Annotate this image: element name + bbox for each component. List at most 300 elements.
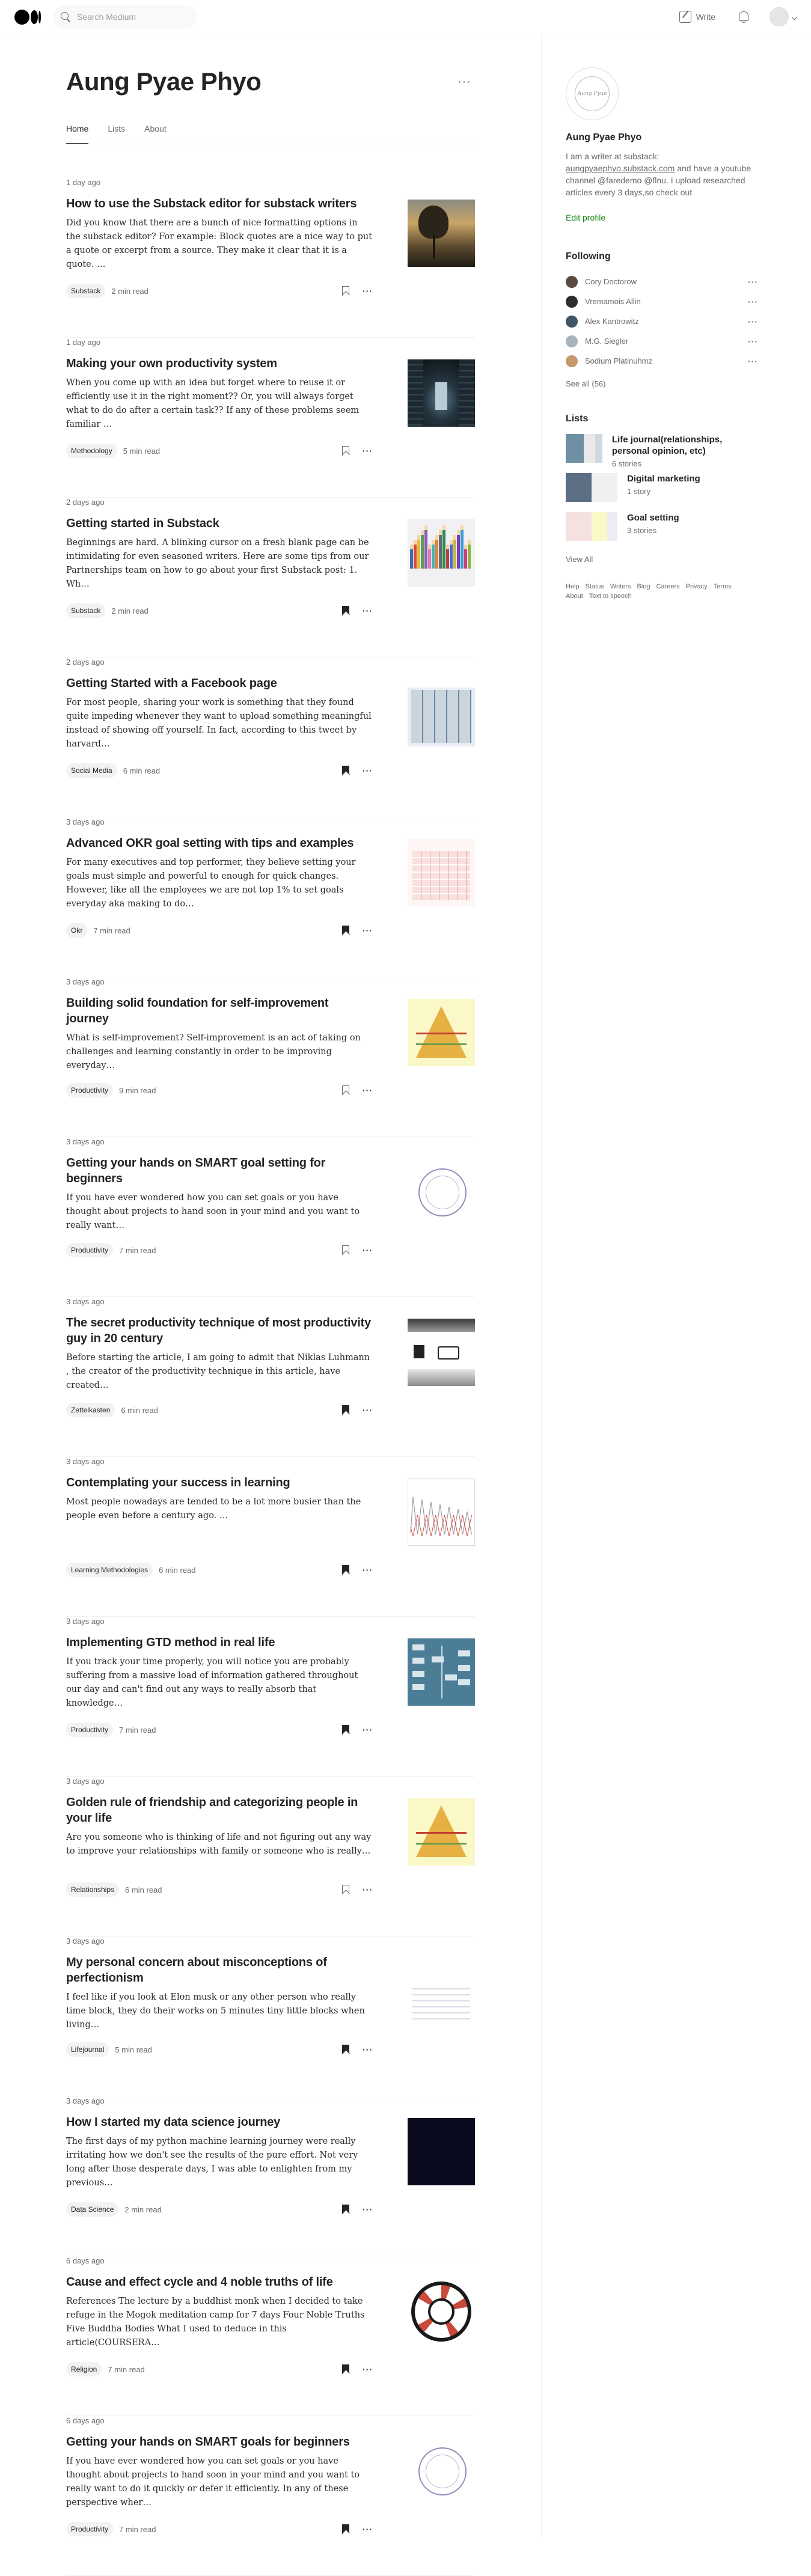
page-title: Aung Pyae Phyo <box>66 67 262 96</box>
article-text[interactable] <box>66 835 373 909</box>
search-input[interactable] <box>77 12 185 22</box>
bookmark-icon[interactable] <box>342 286 349 296</box>
article-title[interactable]: Building solid foundation for self-improvement journey <box>66 997 329 1025</box>
more-icon[interactable]: ··· <box>363 2524 373 2534</box>
article-text[interactable] <box>66 2114 373 2188</box>
article-snippet[interactable]: For many executives and top performer, they believe setting your goals must simple and powerful to enough for quick changes. However, like all the employees we are not top 1% to set goals everyday aka making to do… <box>66 858 356 909</box>
article-inner <box>66 658 475 784</box>
article-text[interactable] <box>66 356 373 427</box>
thumb-detail <box>426 2455 459 2488</box>
list-thumb-part <box>592 473 607 502</box>
chevron-down-icon[interactable] <box>792 14 798 20</box>
footer-link-terms[interactable]: Terms <box>713 583 732 590</box>
bookmark-icon[interactable] <box>342 2364 349 2374</box>
list-thumb-part <box>566 512 592 541</box>
article-snippet[interactable]: Did you know that there are a bunch of nice formatting options in the substack editor? For example: Block quotes are a nice way to put a quote or excerpt from a source. They make it clear that it is a quote. … <box>66 218 373 269</box>
article-title[interactable]: Getting your hands on SMART goal setting for beginners <box>66 1156 326 1185</box>
article-body <box>66 1155 475 1233</box>
bookmark-icon[interactable] <box>342 2045 349 2054</box>
footer-link-careers[interactable]: Careers <box>656 583 680 590</box>
view-all-lists-link[interactable]: View All <box>566 555 593 564</box>
article-footer <box>66 2202 373 2217</box>
bio-text-rest: and have a youtube channel @faredemo @flnu. I upload researched articles every 3 days,so check out <box>566 163 751 197</box>
article-snippet[interactable]: I feel like if you look at Elon musk or any other person who really time block, they do their works on 5 minutes tiny little blocks when living… <box>66 1992 365 2030</box>
write-button[interactable] <box>679 11 715 23</box>
more-icon[interactable]: ··· <box>363 1245 373 1255</box>
following-list <box>566 272 758 371</box>
following-item[interactable] <box>566 272 758 291</box>
bookmark-icon[interactable] <box>342 1725 349 1735</box>
article-actions <box>342 1725 373 1735</box>
footer-links <box>566 582 746 601</box>
article-actions <box>342 1245 373 1255</box>
list-thumb-part <box>595 434 602 463</box>
edit-profile-link[interactable]: Edit profile <box>566 213 606 222</box>
list-item[interactable] <box>566 434 758 473</box>
article-text[interactable] <box>66 995 373 1073</box>
more-icon[interactable]: ··· <box>748 296 758 307</box>
article-tag[interactable]: Relationships <box>66 1882 119 1897</box>
article-date: 3 days ago <box>66 1617 105 1626</box>
article-snippet[interactable]: If you track your time properly, you will notice you are probably suffering from a massive load of information gathered throughout our day and can't find out any ways to really absorb that knowledge… <box>66 1657 358 1708</box>
article-card <box>66 338 475 498</box>
wave-graph <box>408 1479 476 1546</box>
thumb-detail <box>421 530 424 569</box>
thumb-detail <box>416 1832 467 1834</box>
article-actions <box>342 2364 373 2374</box>
avatar-logo: Aung Pyae <box>575 76 610 111</box>
top-nav-bar <box>0 0 811 34</box>
list-info <box>627 473 700 496</box>
article-date: 1 day ago <box>66 338 101 347</box>
article-body <box>66 2114 475 2188</box>
list-name[interactable]: Life journal(relationships, personal opinion, etc) <box>611 435 723 456</box>
article-title[interactable]: My personal concern about misconceptions of perfectionism <box>66 1956 327 1985</box>
article-inner <box>66 1777 475 1903</box>
read-time: 5 min read <box>123 446 161 456</box>
article-footer <box>66 1083 373 1097</box>
read-time: 7 min read <box>119 2524 156 2534</box>
article-card <box>66 1937 475 2096</box>
bookmark-icon[interactable] <box>342 926 349 935</box>
article-tag[interactable]: Productivity <box>66 1083 113 1097</box>
article-snippet[interactable]: The first days of my python machine learning journey were really irritating how we don't see the results of the pure effort. Not very long after those desperate days, I was able to enlighten from my previous… <box>66 2137 358 2188</box>
thumb-detail <box>441 1646 442 1699</box>
read-time: 2 min read <box>111 286 148 296</box>
substack-link[interactable]: aungpyaephyo.substack.com <box>566 163 675 173</box>
article-tag[interactable]: Productivity <box>66 1723 113 1737</box>
article-inner <box>66 338 475 464</box>
article-inner <box>66 1937 475 2063</box>
thumb-detail <box>450 540 453 569</box>
bookmark-icon[interactable] <box>342 1085 349 1095</box>
article-tag[interactable]: Substack <box>66 603 105 618</box>
article-card <box>66 498 475 658</box>
list-thumb-part <box>566 434 584 463</box>
article-text[interactable] <box>66 1795 373 1872</box>
article-thumbnail[interactable] <box>408 2118 475 2185</box>
bell-icon[interactable] <box>737 10 749 23</box>
article-title[interactable]: Contemplating your success in learning <box>66 1476 290 1489</box>
thumb-detail <box>414 1345 424 1358</box>
article-thumbnail[interactable] <box>408 359 475 427</box>
list-thumbnail[interactable] <box>566 473 617 502</box>
write-label: Write <box>696 12 715 22</box>
profile-tabs <box>66 123 475 144</box>
bookmark-icon[interactable] <box>342 2205 349 2214</box>
article-footer <box>66 1882 373 1897</box>
more-icon[interactable]: ··· <box>363 1565 373 1575</box>
article-card <box>66 1777 475 1937</box>
footer-link-about[interactable]: About <box>566 593 583 600</box>
more-icon[interactable]: ··· <box>363 2045 373 2054</box>
article-snippet[interactable]: If you have ever wondered how you can set goals or you have thought about projects to hand soon in your mind and you want to really want to do it quickly or defer it efficiently. In any of these perspective wher… <box>66 2456 360 2507</box>
article-text[interactable] <box>66 2274 373 2348</box>
article-text[interactable] <box>66 676 373 749</box>
article-body <box>66 1795 475 1872</box>
tab-home[interactable]: Home <box>66 123 88 144</box>
article-footer <box>66 444 373 458</box>
article-inner <box>66 2096 475 2223</box>
more-icon[interactable]: ··· <box>363 446 373 456</box>
article-body <box>66 676 475 749</box>
article-text[interactable] <box>66 196 373 267</box>
article-body <box>66 516 475 587</box>
more-icon[interactable]: ··· <box>458 75 471 88</box>
thumb-detail <box>412 1671 424 1677</box>
article-footer <box>66 284 373 298</box>
article-title[interactable]: How to use the Substack editor for substack writers <box>66 197 357 210</box>
article-body <box>66 1475 475 1546</box>
thumb-detail <box>412 851 470 900</box>
article-title[interactable]: Cause and effect cycle and 4 noble truths of life <box>66 2275 333 2289</box>
article-body <box>66 1635 475 1706</box>
list-name[interactable]: Goal setting <box>627 513 679 523</box>
more-icon[interactable]: ··· <box>748 356 758 366</box>
article-body <box>66 356 475 427</box>
tab-about[interactable]: About <box>144 124 167 133</box>
more-icon[interactable]: ··· <box>748 316 758 326</box>
list-count: 1 story <box>627 487 651 496</box>
thumb-detail <box>433 234 435 258</box>
article-date: 3 days ago <box>66 817 105 826</box>
avatar[interactable] <box>566 335 578 347</box>
article-title[interactable]: The secret productivity technique of most productivity guy in 20 century <box>66 1316 372 1345</box>
more-icon[interactable]: ··· <box>363 2364 373 2374</box>
article-actions <box>342 2045 373 2054</box>
thumb-detail <box>459 359 475 427</box>
article-tag[interactable]: Social Media <box>66 763 117 778</box>
list-thumbnail[interactable] <box>566 512 617 541</box>
article-thumbnail[interactable] <box>408 519 475 587</box>
article-inner <box>66 498 475 624</box>
list-thumb-part <box>592 512 607 541</box>
main-content <box>66 34 475 2576</box>
article-tag[interactable]: Learning Methodologies <box>66 1563 153 1577</box>
footer-link-help[interactable]: Help <box>566 583 580 590</box>
article-card <box>66 2096 475 2256</box>
following-item[interactable] <box>566 351 758 371</box>
read-time: 7 min read <box>119 1725 156 1735</box>
article-body <box>66 196 475 267</box>
list-item[interactable] <box>566 473 758 512</box>
bookmark-icon[interactable] <box>342 2524 349 2534</box>
article-tag[interactable]: Religion <box>66 2362 102 2376</box>
article-body <box>66 2274 475 2348</box>
article-thumbnail[interactable] <box>408 1159 475 1226</box>
read-time: 7 min read <box>108 2364 145 2374</box>
thumb-detail <box>458 1665 470 1671</box>
article-tag[interactable]: Zettelkasten <box>66 1403 115 1417</box>
article-snippet[interactable]: Beginnings are hard. A blinking cursor on a fresh blank page can be intimidating for even seasoned writers. Here are some tips from our Partnerships team on how to go about your first Substack post: 1. Wh… <box>66 538 369 589</box>
thumb-detail <box>418 206 448 239</box>
tab-lists[interactable]: Lists <box>108 124 126 133</box>
lists-list <box>566 434 758 551</box>
bookmark-icon[interactable] <box>342 606 349 615</box>
article-title[interactable]: Getting your hands on SMART goals for beginners <box>66 2435 350 2449</box>
article-inner <box>66 1617 475 1743</box>
article-inner <box>66 2256 475 2382</box>
article-footer <box>66 1403 373 1417</box>
article-tag[interactable]: Methodology <box>66 444 117 458</box>
article-footer <box>66 2042 373 2057</box>
lists-heading: Lists <box>566 414 589 424</box>
list-name[interactable]: Digital marketing <box>627 474 700 484</box>
article-actions <box>342 2524 373 2534</box>
article-tag[interactable]: Productivity <box>66 2522 113 2536</box>
list-count: 3 stories <box>627 526 657 535</box>
article-snippet[interactable]: Before starting the article, I am going to admit that Niklas Luhmann , the creator of the productivity technique in this article, have created… <box>66 1353 370 1390</box>
thumb-detail <box>428 545 431 569</box>
footer-link-status[interactable]: Status <box>585 583 604 590</box>
avatar[interactable] <box>566 296 578 308</box>
more-icon[interactable]: ··· <box>363 1405 373 1415</box>
avatar[interactable] <box>566 316 578 328</box>
article-snippet[interactable]: What is self-improvement? Self-improvement is an act of taking on challenges and learning constantly in order to be improving everyday… <box>66 1033 361 1070</box>
article-date: 3 days ago <box>66 1457 105 1466</box>
article-text[interactable] <box>66 1155 373 1233</box>
more-icon[interactable]: ··· <box>363 1725 373 1735</box>
footer-link-text-to-speech[interactable]: Text to speech <box>589 593 632 600</box>
bookmark-icon[interactable] <box>342 1405 349 1415</box>
following-name[interactable]: Cory Doctorow <box>585 277 637 286</box>
top-right-actions <box>679 7 797 26</box>
bookmark-icon[interactable] <box>342 1565 349 1575</box>
article-card <box>66 1297 475 1457</box>
article-actions <box>342 1885 373 1894</box>
article-thumbnail[interactable] <box>408 1638 475 1706</box>
article-snippet[interactable]: References The lecture by a buddhist monk when I decided to take refuge in the Mogok meditation camp for 7 days Four Noble Truths Five Buddha Bodies What I used to deduce in this article(COURSERA… <box>66 2297 365 2348</box>
thumb-detail <box>416 1033 467 1034</box>
article-text[interactable] <box>66 1475 373 1546</box>
more-icon[interactable]: ··· <box>748 276 758 287</box>
footer-link-blog[interactable]: Blog <box>637 583 650 590</box>
read-time: 6 min read <box>125 1885 162 1894</box>
article-snippet[interactable]: If you have ever wondered how you can set goals or you have thought about projects to hand soon in your mind and you want to really want… <box>66 1193 360 1230</box>
sidebar-profile-name: Aung Pyae Phyo <box>566 132 642 142</box>
thumb-detail <box>439 530 442 569</box>
following-item[interactable] <box>566 331 758 351</box>
article-footer <box>66 1563 373 1577</box>
list-thumbnail[interactable] <box>566 434 602 463</box>
list-item[interactable] <box>566 512 758 551</box>
article-title[interactable]: Advanced OKR goal setting with tips and examples <box>66 837 354 850</box>
article-actions <box>342 2205 373 2214</box>
thumb-detail <box>412 1644 424 1650</box>
article-title[interactable]: Getting started in Substack <box>66 517 219 530</box>
article-snippet[interactable]: Most people nowadays are tended to be a lot more busier than the people even before a century ago. … <box>66 1497 361 1521</box>
article-tag[interactable]: Substack <box>66 284 105 298</box>
bookmark-icon[interactable] <box>342 1245 349 1255</box>
article-card <box>66 817 475 977</box>
article-text[interactable] <box>66 1955 373 2032</box>
thumb-detail <box>461 525 464 569</box>
search-icon <box>60 11 71 22</box>
article-card <box>66 1617 475 1777</box>
article-snippet[interactable]: For most people, sharing your work is something that they found quite impeding whenever they want to upload something meaningful instead of showing off yourself. In fact, according to this tweet by harvard… <box>66 698 372 749</box>
article-card <box>66 2416 475 2576</box>
following-item[interactable] <box>566 311 758 331</box>
following-name[interactable]: Vremamois Allin <box>585 297 641 306</box>
article-title[interactable]: Implementing GTD method in real life <box>66 1636 275 1649</box>
following-name[interactable]: M.G. Siegler <box>585 337 629 346</box>
bio-text: I am a writer at substack: <box>566 151 660 161</box>
article-actions <box>342 446 373 456</box>
avatar[interactable] <box>770 7 789 26</box>
article-date: 6 days ago <box>66 2256 105 2265</box>
article-footer <box>66 2522 373 2536</box>
read-time: 6 min read <box>121 1405 158 1415</box>
article-thumbnail[interactable] <box>408 200 475 267</box>
article-date: 2 days ago <box>66 498 105 507</box>
article-snippet[interactable]: Are you someone who is thinking of life and not figuring out any way to improve your relationships with family or someone who is really… <box>66 1833 372 1856</box>
article-tag[interactable]: Okr <box>66 923 87 938</box>
read-time: 2 min read <box>111 606 148 615</box>
article-title[interactable]: How I started my data science journey <box>66 2116 281 2129</box>
thumb-detail <box>458 1679 470 1685</box>
article-thumbnail[interactable] <box>408 679 475 746</box>
more-icon[interactable]: ··· <box>363 286 373 296</box>
article-inner <box>66 817 475 944</box>
avatar[interactable] <box>566 355 578 367</box>
avatar[interactable] <box>566 276 578 288</box>
profile-bio <box>566 150 758 198</box>
article-tag[interactable]: Productivity <box>66 1243 113 1257</box>
article-thumbnail[interactable] <box>408 2278 475 2345</box>
article-actions <box>342 286 373 296</box>
more-icon[interactable]: ··· <box>748 336 758 346</box>
article-card <box>66 1457 475 1617</box>
thumb-detail <box>458 1650 470 1656</box>
article-text[interactable] <box>66 2434 373 2505</box>
article-actions <box>342 1565 373 1575</box>
more-icon[interactable]: ··· <box>363 766 373 775</box>
thumb-detail <box>417 535 420 569</box>
article-body <box>66 1955 475 2032</box>
thumb-detail <box>412 1658 424 1664</box>
more-icon[interactable]: ··· <box>363 1885 373 1894</box>
article-thumbnail[interactable] <box>408 1319 475 1386</box>
thumb-detail <box>446 545 449 569</box>
article-date: 3 days ago <box>66 2096 105 2105</box>
search-box[interactable] <box>53 5 197 29</box>
more-icon[interactable]: ··· <box>363 926 373 935</box>
article-tag[interactable]: Lifejournal <box>66 2042 109 2057</box>
thumb-detail <box>412 1684 424 1690</box>
more-icon[interactable]: ··· <box>363 606 373 615</box>
article-thumbnail[interactable] <box>408 1798 475 1866</box>
article-thumbnail[interactable] <box>408 1958 475 2025</box>
read-time: 6 min read <box>123 766 161 775</box>
article-footer <box>66 763 373 778</box>
footer-link-privacy[interactable]: Privacy <box>685 583 708 590</box>
footer-link-writers[interactable]: Writers <box>610 583 631 590</box>
list-thumb-part <box>584 434 595 463</box>
article-title[interactable]: Making your own productivity system <box>66 357 277 370</box>
article-title[interactable]: Getting Started with a Facebook page <box>66 677 277 690</box>
article-tag[interactable]: Data Science <box>66 2202 118 2217</box>
bookmark-icon[interactable] <box>342 1885 349 1894</box>
article-footer <box>66 923 373 938</box>
article-thumbnail[interactable] <box>408 839 475 906</box>
more-icon[interactable]: ··· <box>363 1085 373 1095</box>
thumb-detail <box>426 1176 459 1209</box>
article-thumbnail[interactable] <box>408 1479 475 1546</box>
article-date: 6 days ago <box>66 2416 105 2425</box>
article-thumbnail[interactable] <box>408 999 475 1066</box>
read-time: 2 min read <box>124 2205 162 2214</box>
thumb-detail <box>416 1043 467 1045</box>
see-all-following-link[interactable]: See all (56) <box>566 379 606 388</box>
thumb-detail <box>435 535 438 569</box>
article-snippet[interactable]: When you come up with an idea but forget where to reuse it or efficiently use it in the right moment?? Or, you will always forget what to do do after a certain task?? If any of these problems seem familiar … <box>66 378 360 429</box>
article-thumbnail[interactable] <box>408 2438 475 2505</box>
article-card <box>66 2256 475 2416</box>
thumb-detail <box>442 525 445 569</box>
article-text[interactable] <box>66 1635 373 1706</box>
article-text[interactable] <box>66 1315 373 1393</box>
thumb-detail <box>445 1674 457 1680</box>
thumb-detail <box>416 1006 467 1058</box>
read-time: 5 min read <box>115 2045 152 2054</box>
bookmark-icon[interactable] <box>342 446 349 456</box>
article-footer <box>66 1723 373 1737</box>
article-inner <box>66 1137 475 1263</box>
bookmark-icon[interactable] <box>342 766 349 775</box>
article-body <box>66 1315 475 1393</box>
article-list <box>66 178 475 2576</box>
article-inner <box>66 178 475 304</box>
following-item[interactable] <box>566 291 758 311</box>
more-icon[interactable]: ··· <box>363 2205 373 2214</box>
medium-logo[interactable] <box>14 10 41 25</box>
article-text[interactable] <box>66 516 373 587</box>
article-title[interactable]: Golden rule of friendship and categorizing people in your life <box>66 1796 358 1825</box>
profile-avatar[interactable] <box>566 67 619 120</box>
following-name[interactable]: Sodium Platinuhmz <box>585 356 652 365</box>
following-name[interactable]: Alex Kantrowitz <box>585 317 639 326</box>
read-time: 7 min read <box>119 1245 156 1255</box>
thumb-detail <box>428 2298 454 2325</box>
article-date: 3 days ago <box>66 977 105 986</box>
following-heading: Following <box>566 251 611 261</box>
list-thumb-part <box>607 512 617 541</box>
article-body <box>66 2434 475 2505</box>
thumb-detail <box>468 540 471 569</box>
thumb-detail <box>438 1346 459 1360</box>
article-date: 3 days ago <box>66 1777 105 1786</box>
read-time: 6 min read <box>159 1565 196 1575</box>
